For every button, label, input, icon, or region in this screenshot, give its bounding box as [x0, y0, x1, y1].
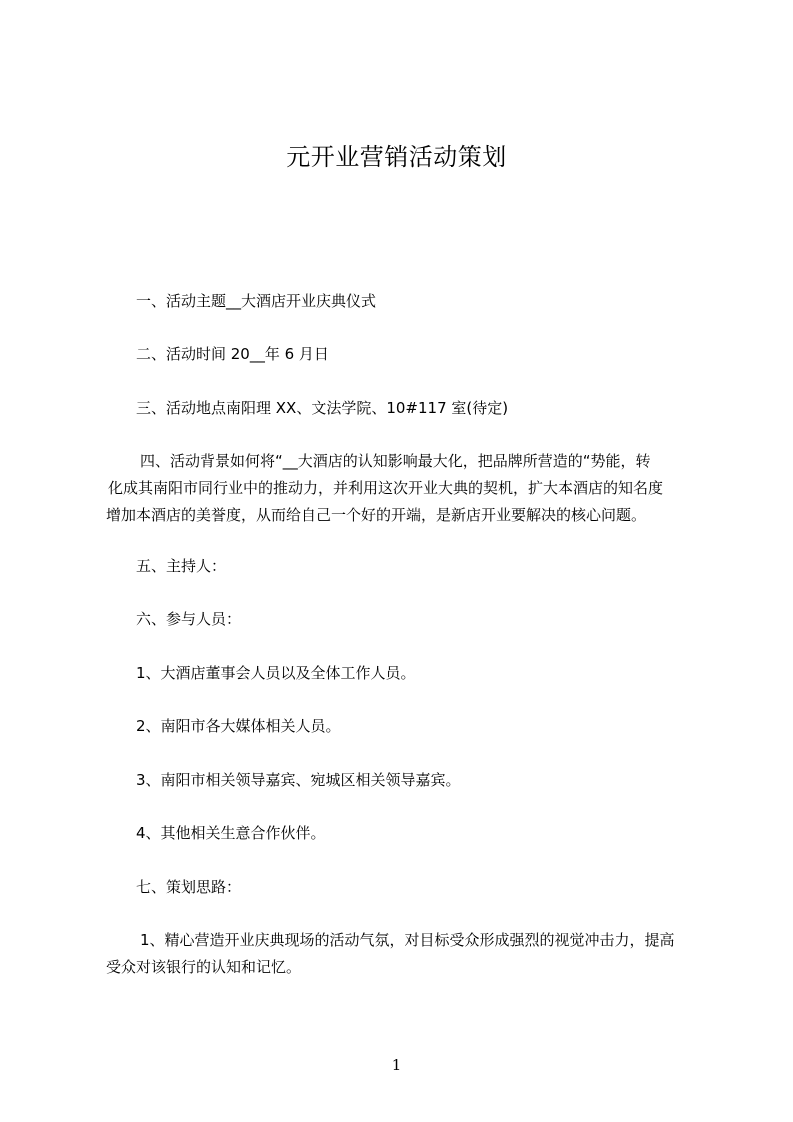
- page-number: 1: [391, 1056, 402, 1074]
- background-line-2: 化成其南阳市同行业中的推动力，并利用这次开业大典的契机，扩大本酒店的知名度: [108, 479, 664, 497]
- participant-item-1: 1、大酒店董事会人员以及全体工作人员。: [136, 664, 416, 682]
- strategy-line-2: 受众对该银行的认知和记忆。: [106, 958, 302, 976]
- section-participants-heading: 六、参与人员：: [136, 610, 242, 628]
- section-host: 五、主持人：: [136, 557, 227, 575]
- section-time: 二、活动时间 20__年 6 月日: [136, 345, 329, 363]
- participant-item-3: 3、南阳市相关领导嘉宾、宛城区相关领导嘉宾。: [136, 771, 461, 789]
- strategy-line-1: 1、精心营造开业庆典现场的活动气氛，对目标受众形成强烈的视觉冲击力，提高: [140, 931, 675, 949]
- section-theme: 一、活动主题__大酒店开业庆典仪式: [136, 292, 377, 310]
- section-background: [106, 448, 706, 529]
- participant-item-2: 2、南阳市各大媒体相关人员。: [136, 717, 341, 735]
- participant-item-4: 4、其他相关生意合作伙伴。: [136, 824, 326, 842]
- document-title: 元开业营销活动策划: [286, 143, 507, 171]
- section-location: 三、活动地点南阳理 XX、文法学院、10#117 室(待定): [136, 399, 509, 417]
- section-strategy: [106, 927, 706, 981]
- section-strategy-heading: 七、策划思路：: [136, 878, 242, 896]
- background-line-3: 增加本酒店的美誉度，从而给自己一个好的开端，是新店开业要解决的核心问题。: [106, 506, 647, 524]
- background-line-1: 四、活动背景如何将“__大酒店的认知影响最大化，把品牌所营造的“势能，转: [140, 452, 651, 470]
